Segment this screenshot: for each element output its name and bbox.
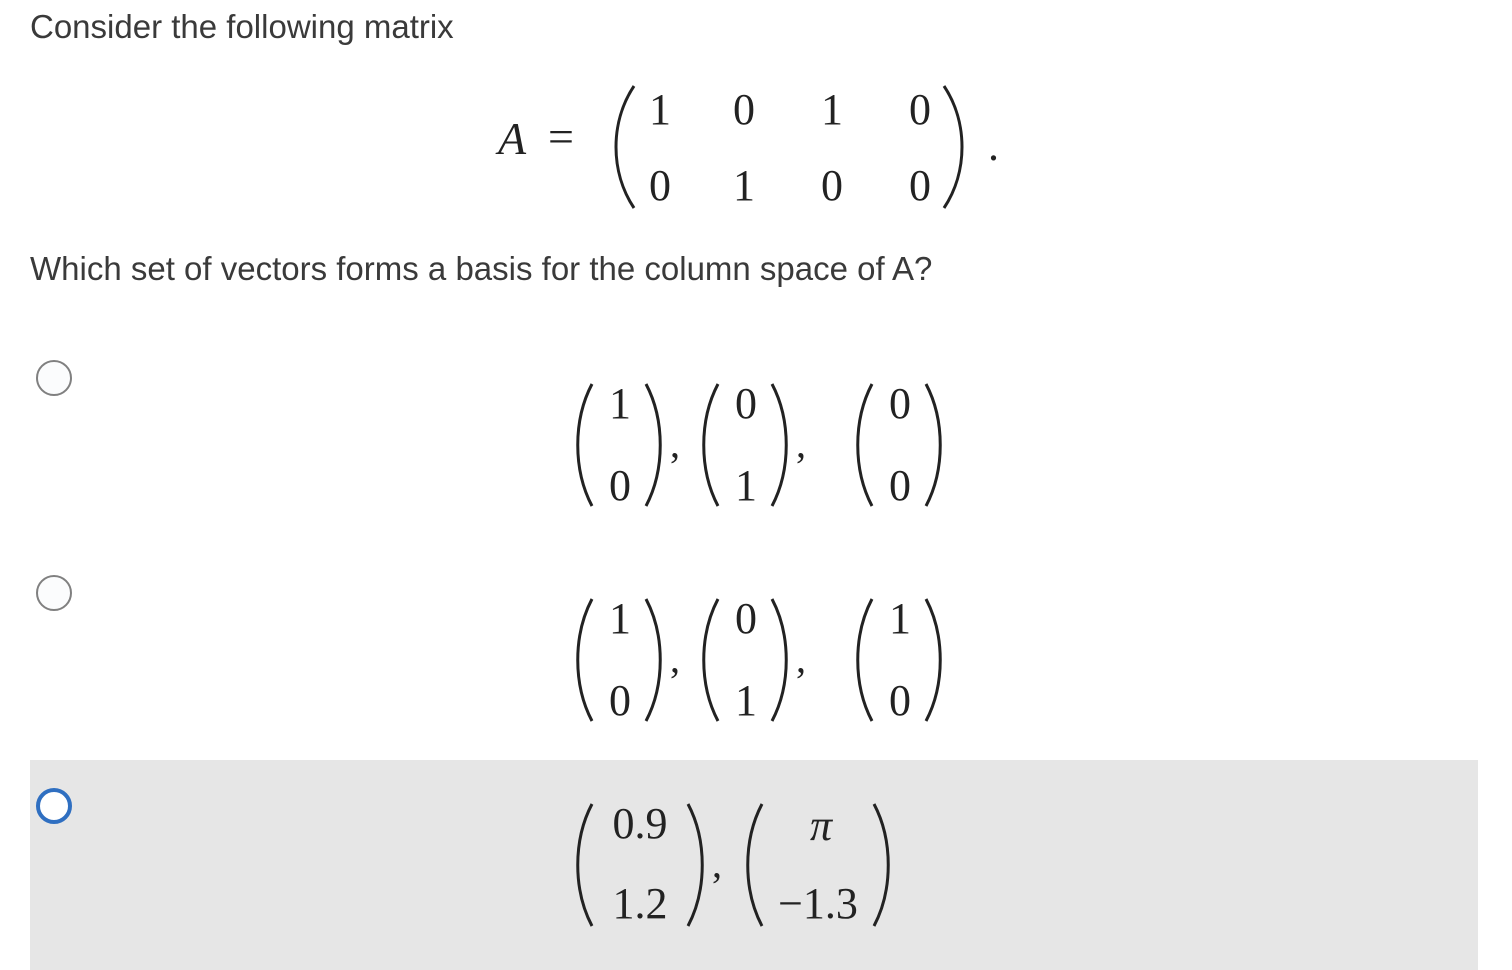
vector-entry: 0 [609,461,631,510]
vector-entry: −1.3 [778,879,858,928]
matrix-cell: 1 [821,85,843,134]
column-vector [570,380,680,510]
vector-entry: 0 [735,594,757,643]
right-paren [640,595,668,725]
vector-entry: 0 [889,461,911,510]
vector-entry: 0 [735,379,757,428]
left-paren [850,595,878,725]
matrix-cell: 0 [821,161,843,210]
column-vector [570,800,720,930]
radio-button[interactable] [36,575,72,611]
answer-option-2[interactable] [30,545,1478,745]
matrix-cell: 1 [733,161,755,210]
vector-entry: 1 [889,594,911,643]
vector-separator: , [670,421,680,466]
left-paren [696,595,724,725]
left-paren [570,595,598,725]
radio-button[interactable] [36,788,72,824]
left-paren [570,800,598,930]
vector-entry: 1 [609,594,631,643]
radio-button[interactable] [36,360,72,396]
answer-option-1[interactable] [30,330,1478,530]
column-vector [850,380,960,510]
right-paren [766,595,794,725]
vector-entry: 1 [735,676,757,725]
vector-entry: π [809,801,833,850]
vector-entry: 0 [889,379,911,428]
left-paren [740,800,768,930]
vector-entry: 1 [735,461,757,510]
left-paren [606,82,640,212]
column-vector [850,595,960,725]
right-paren [640,380,668,510]
right-paren [868,800,896,930]
vector-entry: 1 [609,379,631,428]
right-paren [682,800,710,930]
matrix-cell: 0 [649,161,671,210]
vector-entry: 0 [889,676,911,725]
column-vector [740,800,900,930]
left-paren [696,380,724,510]
matrix-cell: 1 [649,85,671,134]
column-vector [696,595,806,725]
answer-option-3[interactable] [30,760,1478,970]
matrix-cell: 0 [733,85,755,134]
right-paren [766,380,794,510]
right-paren [938,82,972,212]
matrix-cell: 0 [909,161,931,210]
vector-separator: , [796,636,806,681]
column-vector [570,595,680,725]
vector-entry: 0.9 [612,799,668,848]
matrix-period: . [988,121,999,170]
matrix-name: A [498,113,527,164]
matrix-cell: 0 [909,85,931,134]
right-paren [920,380,948,510]
vector-separator: , [796,421,806,466]
left-paren [850,380,878,510]
equals-sign: = [548,111,574,162]
vector-entry: 0 [609,676,631,725]
vector-entry: 1.2 [612,879,668,928]
question-intro: Consider the following matrix [30,8,454,45]
vector-separator: , [712,841,722,886]
matrix-equation [498,82,1018,212]
column-vector [696,380,806,510]
right-paren [920,595,948,725]
left-paren [570,380,598,510]
vector-separator: , [670,636,680,681]
question-prompt: Which set of vectors forms a basis for the column space of A? [30,250,933,287]
